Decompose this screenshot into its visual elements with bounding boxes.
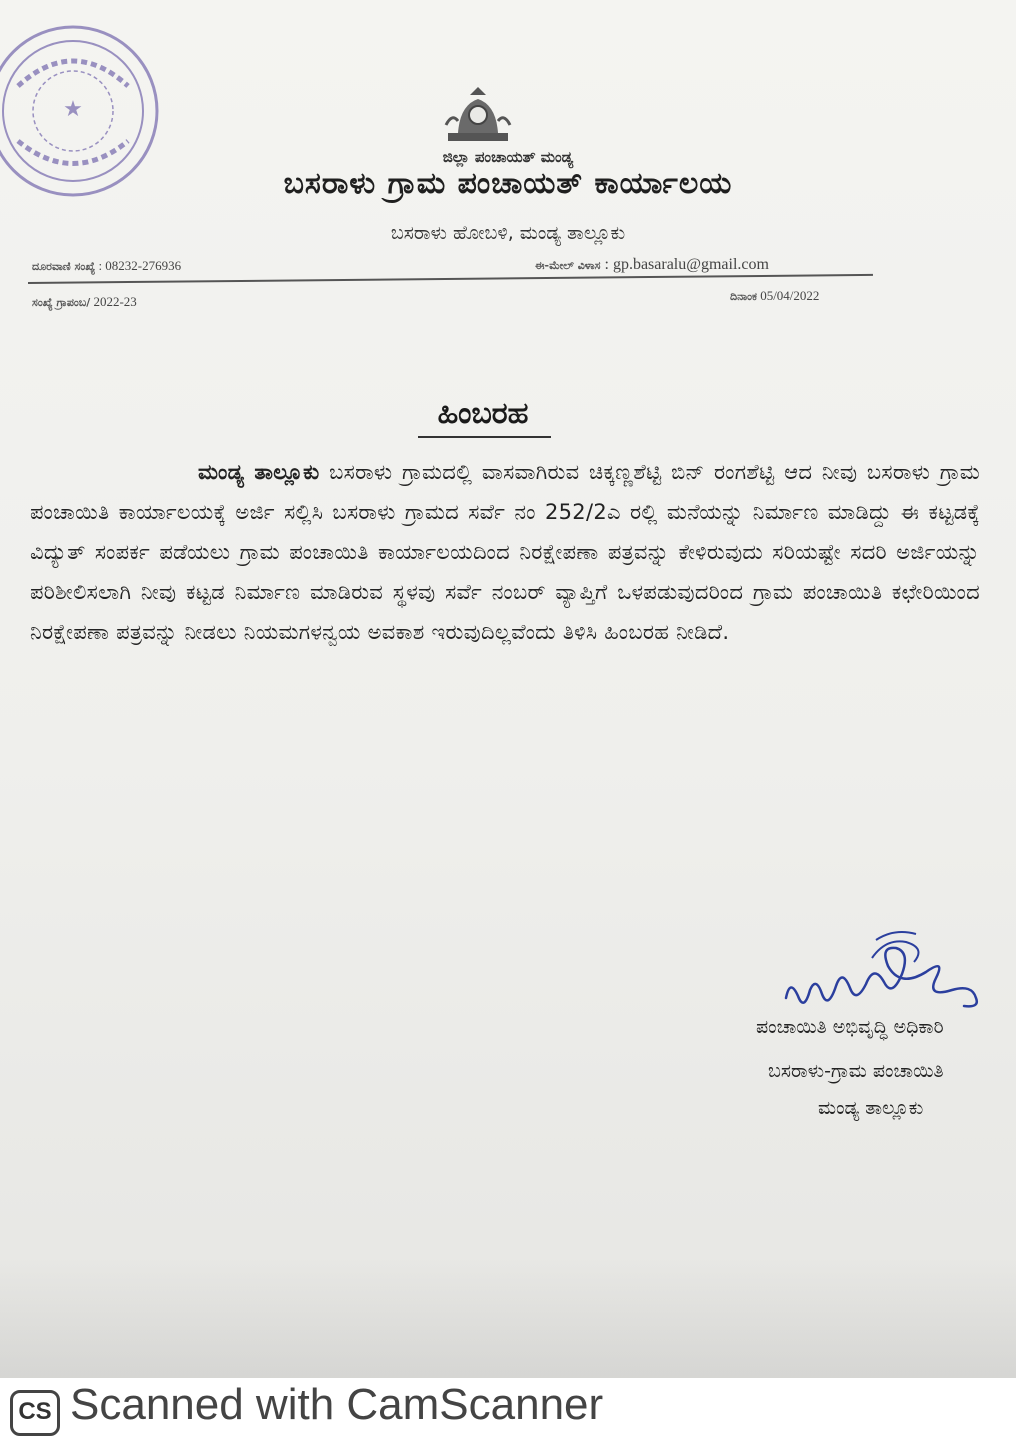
signatory-taluk: ಮಂಡ್ಯ ತಾಲ್ಲೂಕು <box>818 1097 924 1119</box>
email-label: ಈ-ಮೇಲ್ ವಿಳಾಸ <box>535 259 601 272</box>
scanner-watermark-bar <box>0 1378 1016 1450</box>
date-value: 05/04/2022 <box>760 288 820 303</box>
letter-body <box>30 452 980 652</box>
reference-line <box>32 294 137 310</box>
email-line <box>535 256 769 274</box>
signatory-designation: ಪಂಚಾಯಿತಿ ಅಭಿವೃದ್ಧಿ ಅಧಿಕಾರಿ <box>756 1016 944 1038</box>
phone-label: ದೂರವಾಣಿ ಸಂಖ್ಯೆ <box>32 260 96 273</box>
letter-lead-bold: ಮಂಡ್ಯ ತಾಲ್ಲೂಕು <box>198 460 320 484</box>
office-name: ಬಸರಾಳು ಗ್ರಾಮ ಪಂಚಾಯತ್ ಕಾರ್ಯಾಲಯ <box>283 166 733 201</box>
district-name: ಜಿಲ್ಲಾ ಪಂಚಾಯತ್ ಮಂಡ್ಯ <box>442 148 574 166</box>
date-line <box>730 288 819 304</box>
reference-value: 2022-23 <box>93 294 137 309</box>
office-sub-line: ಬಸರಾಳು ಹೋಬಳಿ, ಮಂಡ್ಯ ತಾಲ್ಲೂಕು <box>390 222 626 244</box>
camscanner-logo-icon: CS <box>10 1390 60 1436</box>
title-underline <box>418 436 551 438</box>
letter-body-text: ಬಸರಾಳು ಗ್ರಾಮದಲ್ಲಿ ವಾಸವಾಗಿರುವ ಚಿಕ್ಕಣ್ಣಶೆಟ್ಟಿ ಬಿನ್ ರಂಗಶೆಟ್ಟಿ ಆದ ನೀವು ಬಸರಾಳು ಗ್ರಾಮ ಪಂಚಾಯಿತಿ ಕಾರ್ಯಾಲಯಕ್ಕೆ ಅರ್ಜಿ ಸಲ್ಲಿಸಿ ಬಸರಾಳು ಗ್ರಾಮದ ಸರ್ವೆ ನಂ 252/2ಎ ರಲ್ಲಿ ಮನೆಯನ್ನು ನಿರ್ಮಾಣ ಮಾಡಿದ್ದು ಈ ಕಟ್ಟಡಕ್ಕೆ ವಿದ್ಯುತ್ ಸಂಪರ್ಕ ಪಡೆಯಲು ಗ್ರಾಮ ಪಂಚಾಯಿತಿ ಕಾರ್ಯಾಲಯದಿಂದ ನಿರಕ್ಷೇಪಣಾ ಪತ್ರವನ್ನು ಕೇಳಿರುವುದು ಸರಿಯಷ್ಟೇ ಸದರಿ ಅರ್ಜಿಯನ್ನು ಪರಿಶೀಲಿಸಲಾಗಿ ನೀವು ಕಟ್ಟಡ ನಿರ್ಮಾಣ ಮಾಡಿರುವ ಸ್ಥಳವು ಸರ್ವೆ ನಂಬರ್ ವ್ಯಾಪ್ತಿಗೆ ಒಳಪಡುವುದರಿಂದ ಗ್ರಾಮ ಪಂಚಾಯಿತಿ ಕಛೇರಿಯಿಂದ ನಿರಕ್ಷೇಪಣಾ ಪತ್ರವನ್ನು ನೀಡಲು ನಿಯಮಗಳನ್ವಯ ಅವಕಾಶ ಇರುವುದಿಲ್ಲವೆಂದು ತಿಳಿಸಿ ಹಿಂಬರಹ ನೀಡಿದೆ. <box>30 460 980 644</box>
reference-label: ಸಂಖ್ಯೆ ಗ್ರಾಪಂಬ/ <box>32 296 91 309</box>
scanner-watermark-text: Scanned with CamScanner <box>70 1380 604 1429</box>
phone-value: : 08232-276936 <box>98 258 182 273</box>
date-label: ದಿನಾಂಕ <box>730 290 757 303</box>
state-emblem-icon <box>440 85 516 147</box>
handwritten-signature <box>776 928 996 1028</box>
email-value: : gp.basaralu@gmail.com <box>604 256 769 273</box>
header-divider <box>28 274 873 284</box>
letter-title: ಹಿಂಬರಹ <box>437 396 529 431</box>
svg-text:★: ★ <box>63 97 83 122</box>
signatory-office: ಬಸರಾಳು-ಗ್ರಾಮ ಪಂಚಾಯಿತಿ <box>768 1060 944 1082</box>
phone-line <box>32 258 181 274</box>
